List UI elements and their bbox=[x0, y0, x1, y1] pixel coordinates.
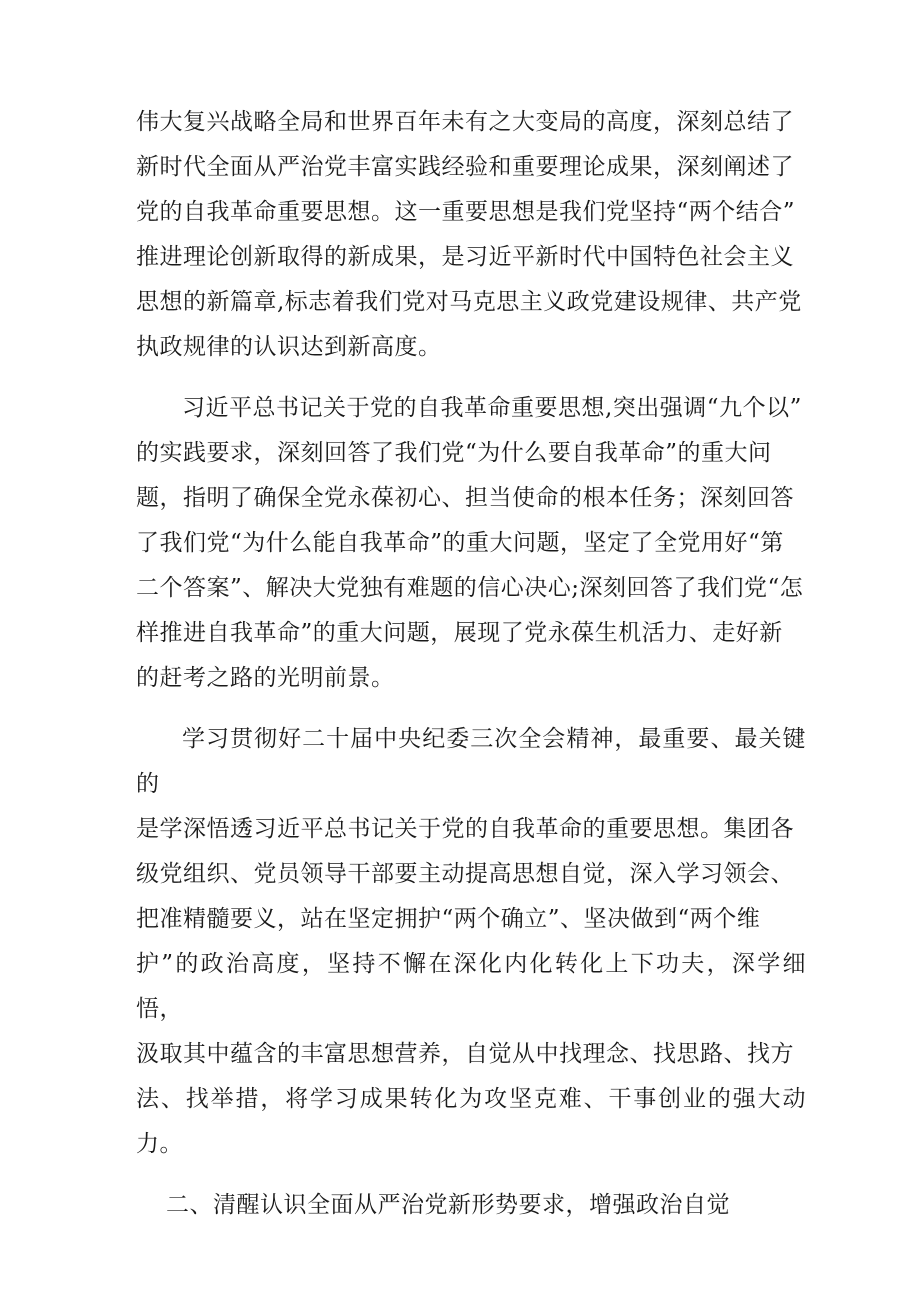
paragraph-line: 级党组织、党员领导干部要主动提高思想自觉，深入学习领会、 bbox=[136, 861, 794, 887]
paragraph-line: 学习贯彻好二十届中央纪委三次全会精神，最重要、最关键的 bbox=[136, 726, 806, 797]
paragraph-2 bbox=[136, 386, 806, 701]
paragraph-line: 执政规律的认识达到新高度。 bbox=[136, 334, 442, 360]
paragraph-line: 题，指明了确保全党永葆初心、担当使命的根本任务；深刻回答 bbox=[136, 485, 794, 511]
paragraph-line: 护”的政治高度，坚持不懈在深化内化转化上下功夫，深学细悟， bbox=[136, 951, 806, 1022]
paragraph-1 bbox=[136, 100, 806, 370]
paragraph-3 bbox=[136, 717, 806, 1167]
paragraph-line: 的实践要求，深刻回答了我们党“为什么要自我革命”的重大问 bbox=[136, 440, 772, 466]
paragraph-line: 伟大复兴战略全局和世界百年未有之大变局的高度，深刻总结了 bbox=[136, 109, 794, 135]
paragraph-line: 党的自我革命重要思想。这一重要思想是我们党坚持“两个结合” bbox=[136, 199, 796, 225]
paragraph-line: 的赶考之路的光明前景。 bbox=[136, 665, 395, 691]
document-body bbox=[136, 100, 806, 1228]
paragraph-line: 汲取其中蕴含的丰富思想营养，自觉从中找理念、找思路、找方 bbox=[136, 1041, 794, 1067]
paragraph-line: 样推进自我革命”的重大问题，展现了党永葆生机活力、走好新 bbox=[136, 620, 783, 646]
paragraph-line: 习近平总书记关于党的自我革命重要思想,突出强调“九个以” bbox=[182, 395, 802, 421]
paragraph-line: 推进理论创新取得的新成果，是习近平新时代中国特色社会主义 bbox=[136, 244, 794, 270]
paragraph-line: 把准精髓要义，站在坚定拥护“两个确立”、坚决做到“两个维 bbox=[136, 906, 761, 932]
section-heading: 二、清醒认识全面从严治党新形势要求，增强政治自觉 bbox=[166, 1192, 730, 1218]
paragraph-line: 是学深悟透习近平总书记关于党的自我革命的重要思想。集团各 bbox=[136, 816, 794, 842]
paragraph-line: 思想的新篇章,标志着我们党对马克思主义政党建设规律、共产党 bbox=[136, 289, 802, 315]
paragraph-line: 法、找举措，将学习成果转化为攻坚克难、干事创业的强大动力。 bbox=[136, 1086, 806, 1157]
paragraph-line: 二个答案”、解决大党独有难题的信心决心;深刻回答了我们党“怎 bbox=[136, 575, 804, 601]
paragraph-line: 了我们党“为什么能自我革命”的重大问题，坚定了全党用好“第 bbox=[136, 530, 784, 556]
paragraph-line: 新时代全面从严治党丰富实践经验和重要理论成果，深刻阐述了 bbox=[136, 154, 794, 180]
